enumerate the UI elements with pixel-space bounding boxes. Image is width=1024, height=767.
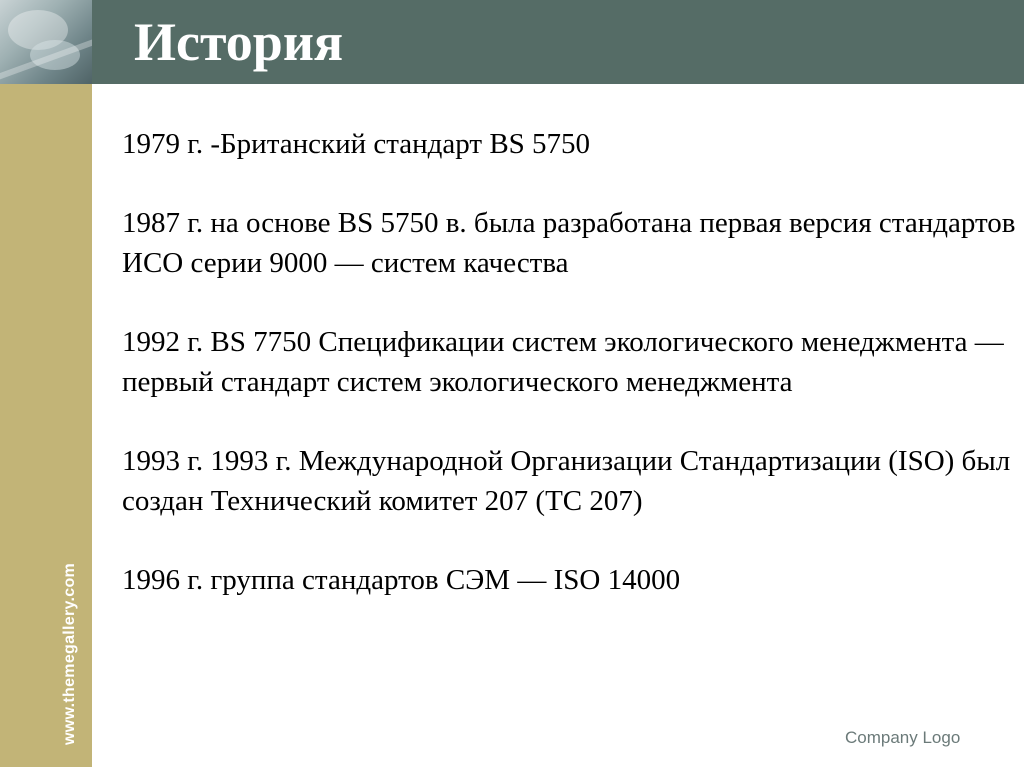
page-title: История [134,12,344,72]
history-entry-1992: 1992 г. BS 7750 Спецификации систем экологического менеджмента — первый стандарт систем экологического менеджмента [122,326,1004,398]
history-entry-1996: 1996 г. группа стандартов СЭМ — ISO 14000 [122,564,681,596]
sidebar-url-text: www.themegallery.com [61,562,78,745]
company-logo: Company Logo [845,728,961,747]
header-corner-image [0,0,92,84]
history-entry-1979: 1979 г. -Британский стандарт BS 5750 [122,128,591,160]
history-entry-1987: 1987 г. на основе BS 5750 в. была разработана первая версия стандартов ИСО серии 9000 — систем качества [122,207,1016,279]
slide-content [122,124,1017,639]
history-entry-1993: 1993 г. 1993 г. Международной Организации Стандартизации (ISO) был создан Технический комитет 207 (TC 207) [122,445,1011,517]
